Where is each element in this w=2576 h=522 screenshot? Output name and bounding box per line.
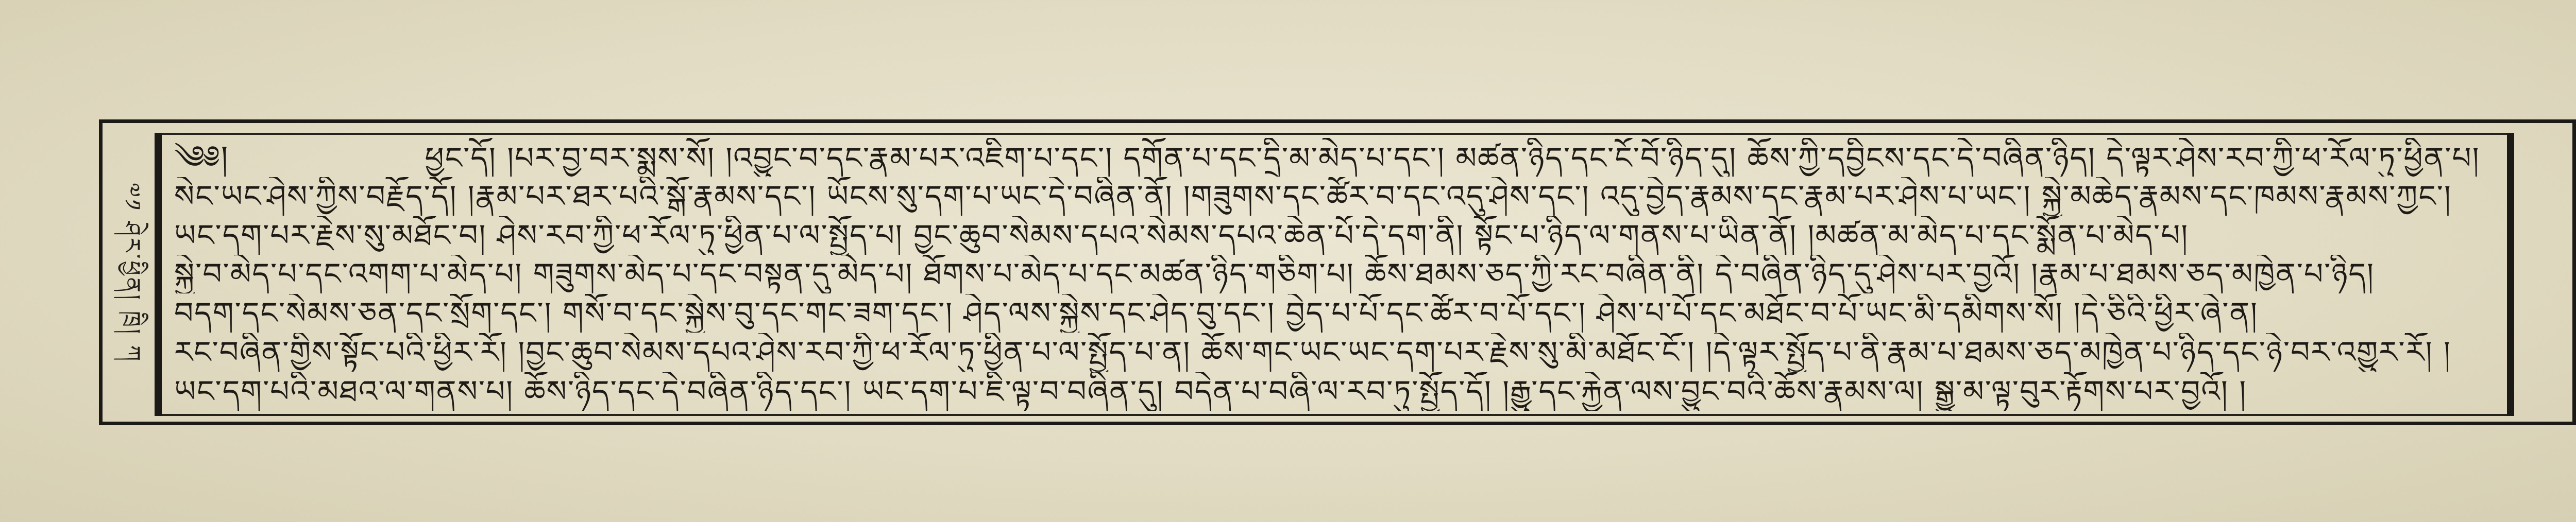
right-margin-bar <box>2507 133 2514 416</box>
text-line-5: བདག་དང་སེམས་ཅན་དང་སྲོག་དང་། གསོ་བ་དང་སྐྱེས་བུ་དང་གང་ཟག་དང་། ཤེད་ལས་སྐྱེས་དང་ཤེད་བུ་དང་། བྱེད་པ་པོ་དང་ཚོར་བ་པོ་དང་། ཤེས་པ་པོ་དང་མཐོང་བ་པོ་ཡང་མི་དམིགས་སོ། །དེ་ཅིའི་ཕྱིར་ཞེ་ན། <box>174 295 2259 331</box>
text-block <box>174 138 2498 411</box>
text-line-2: སེང་ཡང་ཤེས་ཀྱིས་བརྗོད་དོ། །རྣམ་པར་ཐར་པའི་སྒོ་རྣམས་དང་། ཡོངས་སུ་དག་པ་ཡང་དེ་བཞིན་ནོ། །གཟུགས་དང་ཚོར་བ་དང་འདུ་ཤེས་དང་། འདུ་བྱེད་རྣམས་དང་རྣམ་པར་ཤེས་པ་ཡང་། སྐྱེ་མཆེད་རྣམས་དང་ཁམས་རྣམས་ཀྱང་། <box>174 178 2452 214</box>
margin-label <box>101 124 150 422</box>
line-1-text: ཕྱང་དོ། །པར་བྱ་བར་སྨྲས་སོ། །འབྱུང་བ་དང་རྣམ་པར་འཇིག་པ་དང་། དགོན་པ་དང་དྲི་མ་མེད་པ་དང་། མཚན་ཉིད་དང་ངོ་བོ་ཉིད་དུ། ཆོས་ཀྱི་དབྱིངས་དང་དེ་བཞིན་ཉིད། དེ་ལྟར་ཤེས་རབ་ཀྱི་ཕ་རོལ་ཏུ་ཕྱིན་པ། <box>425 141 2480 176</box>
text-line-4: སྐྱེ་བ་མེད་པ་དང་འགག་པ་མེད་པ། གཟུགས་མེད་པ་དང་བསྟན་དུ་མེད་པ། ཐོགས་པ་མེད་པ་དང་མཚན་ཉིད་གཅིག་པ། ཆོས་ཐམས་ཅད་ཀྱི་རང་བཞིན་ནི། དེ་བཞིན་ཉིད་དུ་ཤེས་པར་བྱའོ། །རྣམ་པ་ཐམས་ཅད་མཁྱེན་པ་ཉིད། <box>174 256 2375 292</box>
margin-label-text: ༧༡ ཤེར་ཕྱིན། ཁྲི། ཀ <box>118 182 145 363</box>
text-line-6: རང་བཞིན་གྱིས་སྟོང་པའི་ཕྱིར་རོ། །བྱང་ཆུབ་སེམས་དཔའ་ཤེས་རབ་ཀྱི་ཕ་རོལ་ཏུ་ཕྱིན་པ་ལ་སྤྱོད་པ་ན། ཆོས་གང་ཡང་ཡང་དག་པར་རྗེས་སུ་མི་མཐོང་ངོ་། །དེ་ལྟར་སྤྱོད་པ་ནི་རྣམ་པ་ཐམས་ཅད་མཁྱེན་པ་ཉིད་དང་ཉེ་བར་འགྱུར་རོ། ། <box>174 335 2451 370</box>
text-line-3: ཡང་དག་པར་རྗེས་སུ་མཐོང་བ། ཤེས་རབ་ཀྱི་ཕ་རོལ་ཏུ་ཕྱིན་པ་ལ་སྤྱོད་པ། བྱང་ཆུབ་སེམས་དཔའ་སེམས་དཔའ་ཆེན་པོ་དེ་དག་ནི། སྟོང་པ་ཉིད་ལ་གནས་པ་ཡིན་ནོ། །མཚན་མ་མེད་པ་དང་སྨོན་པ་མེད་པ། <box>174 217 2189 253</box>
text-line-7: ཡང་དག་པའི་མཐའ་ལ་གནས་པ། ཆོས་ཉིད་དང་དེ་བཞིན་ཉིད་དང་། ཡང་དག་པ་ཇི་ལྟ་བ་བཞིན་དུ། བདེན་པ་བཞི་ལ་རབ་ཏུ་སྤྱོད་དོ། །རྒྱུ་དང་རྐྱེན་ལས་བྱུང་བའི་ཆོས་རྣམས་ལ། སྒྱུ་མ་ལྟ་བུར་རྟོགས་པར་བྱའོ། ། <box>174 373 2247 409</box>
left-margin-bar <box>155 133 162 416</box>
opening-ornament: ༄༅། <box>174 138 229 176</box>
text-line-1 <box>174 138 2498 177</box>
